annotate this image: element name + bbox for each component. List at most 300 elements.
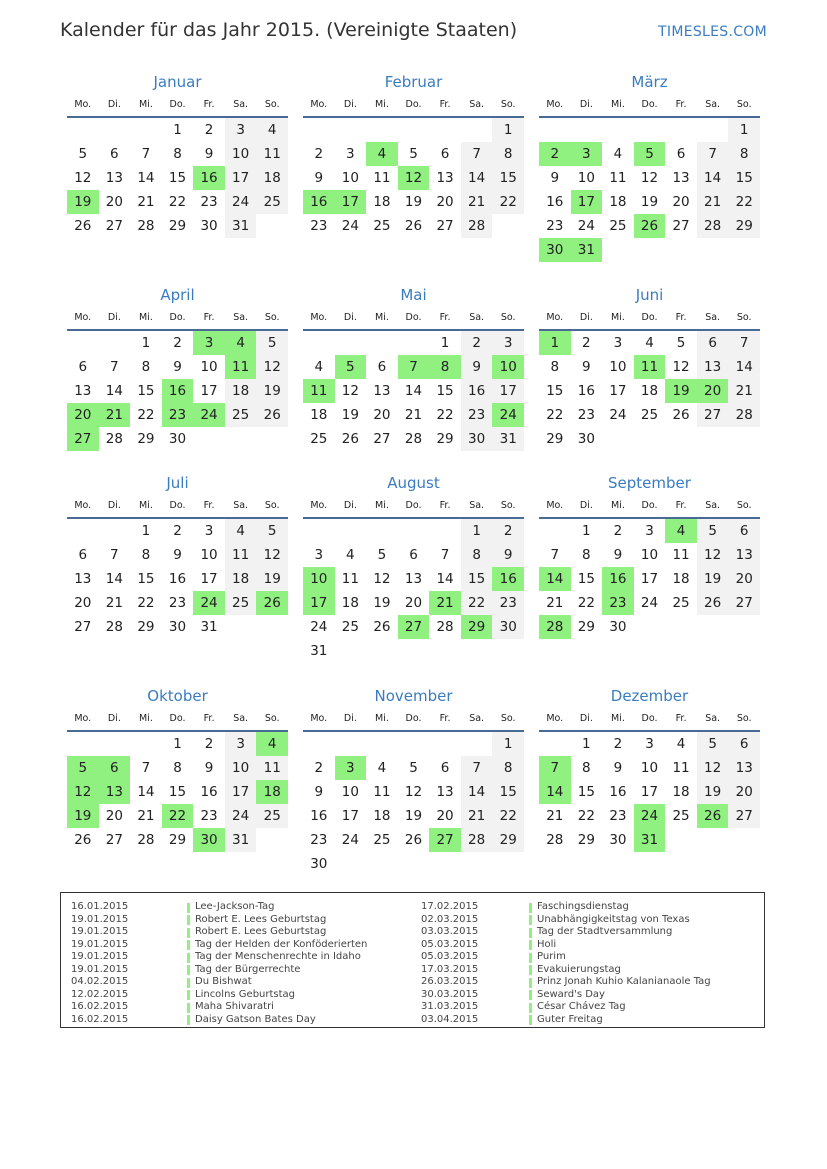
weekday-label: Di. [579,500,593,511]
day-cell: 11 [373,170,391,186]
day-cell: 29 [137,431,155,447]
day-cell: 8 [173,760,182,776]
day-cell: 27 [105,218,123,234]
day-cell: 29 [492,828,524,852]
weekday-label: Fr. [203,713,215,724]
holiday-name: Purim [537,951,566,962]
holiday-day-cell: 7 [539,756,571,780]
day-cell: 24 [341,218,359,234]
day-cell: 18 [310,407,328,423]
weekday-label: Do. [641,713,658,724]
weekday-label: Fr. [203,312,215,323]
day-cell: 2 [204,122,214,138]
holiday-day-cell: 23 [162,403,194,427]
month-8 [303,471,524,663]
weekday-label: Mi. [138,312,153,323]
day-cell: 5 [409,760,418,776]
month-name: Juli [166,474,189,492]
holiday-day-cell: 16 [492,567,524,591]
day-cell: 24 [225,804,257,828]
month-name: Januar [153,73,202,91]
holiday-date: 19.01.2015 [71,963,129,975]
weekday-header [303,94,524,118]
day-cell: 7 [440,547,450,563]
empty-cell [398,331,430,355]
weekday-label: Sa. [469,99,485,110]
holiday-day-cell: 20 [67,403,99,427]
day-cell: 18 [672,571,690,587]
weekday-header [303,708,524,732]
holiday-name: Tag der Stadtversammlung [537,926,673,937]
weekday-label: Di. [107,99,121,110]
day-cell: 31 [492,427,524,451]
holiday-name: Faschingsdienstag [537,901,629,912]
day-cell: 17 [492,379,524,403]
days-grid [67,118,288,238]
holiday-name: Tag der Helden der Konföderierten [195,938,368,950]
day-cell: 19 [404,194,423,210]
day-cell: 8 [141,547,151,563]
day-cell: 25 [310,431,328,447]
holiday-day-cell: 24 [193,591,225,615]
holiday-day-cell: 7 [398,355,430,379]
holiday-day-cell: 19 [665,379,697,403]
day-cell: 8 [582,760,591,776]
day-cell: 8 [550,359,560,375]
day-cell: 10 [200,547,218,563]
holiday-day-cell: 17 [571,190,603,214]
day-cell: 18 [341,595,359,611]
day-cell: 27 [74,619,92,635]
day-cell: 30 [310,856,328,872]
day-cell: 3 [225,118,257,142]
day-cell: 13 [404,571,423,587]
weekday-label: Fr. [675,99,687,110]
holiday-day-cell: 2 [539,142,571,166]
day-cell: 22 [137,407,155,423]
day-cell: 15 [546,383,564,399]
day-cell: 1 [582,523,591,539]
day-cell: 16 [310,808,328,824]
day-cell: 14 [404,383,423,399]
holiday-date: 16.01.2015 [71,901,129,912]
month-9 [539,471,760,639]
holiday-day-cell: 24 [193,403,225,427]
weekday-label: Fr. [439,312,451,323]
day-cell: 10 [640,547,659,563]
holiday-date: 03.03.2015 [421,926,479,937]
day-cell: 29 [728,214,760,238]
days-grid [303,118,524,238]
day-cell: 25 [672,808,690,824]
day-cell: 14 [105,383,123,399]
weekday-label: Mo. [310,99,328,110]
weekday-label: Mi. [374,312,389,323]
weekday-header [539,94,760,118]
day-cell: 13 [74,383,92,399]
day-cell: 10 [609,359,627,375]
day-cell: 23 [310,832,328,848]
day-cell: 25 [672,595,690,611]
day-cell: 9 [204,760,214,776]
holiday-day-cell: 23 [602,591,634,615]
holiday-date: 04.02.2015 [71,976,129,987]
day-cell: 8 [173,146,182,162]
day-cell: 17 [640,784,659,800]
day-cell: 20 [404,595,423,611]
day-cell: 30 [200,218,218,234]
weekday-label: So. [500,99,516,110]
day-cell: 29 [577,832,595,848]
day-cell: 19 [256,567,288,591]
weekday-label: So. [736,312,752,323]
empty-cell [398,732,430,756]
holiday-date: 30.03.2015 [421,988,479,1000]
day-cell: 3 [314,547,324,563]
holiday-name: Guter Freitag [537,1013,603,1025]
holiday-date: 19.01.2015 [71,926,129,937]
day-cell: 21 [728,379,760,403]
day-cell: 30 [461,427,493,451]
holiday-day-cell: 4 [665,519,697,543]
day-cell: 20 [105,808,123,824]
day-cell: 31 [225,214,257,238]
day-cell: 9 [461,355,493,379]
holiday-marker [187,990,190,1000]
weekday-header [539,708,760,732]
day-cell: 31 [200,619,218,635]
day-cell: 6 [377,359,387,375]
weekday-label: Di. [579,312,593,323]
holiday-day-cell: 22 [162,804,194,828]
holiday-date: 19.01.2015 [71,938,129,950]
day-cell: 22 [577,808,595,824]
day-cell: 5 [697,519,729,543]
holiday-name: Evakuierungstag [537,963,621,975]
day-cell: 7 [728,331,760,355]
holiday-marker [529,915,532,925]
holiday-marker [187,903,190,913]
weekday-label: Di. [343,500,357,511]
weekday-label: Mo. [546,500,564,511]
day-cell: 13 [672,170,690,186]
days-grid [539,519,760,639]
day-cell: 20 [373,407,391,423]
holiday-day-cell: 19 [67,804,99,828]
day-cell: 14 [137,170,155,186]
weekday-header [67,708,288,732]
month-11 [303,684,524,876]
day-cell: 28 [461,214,493,238]
holiday-day-cell: 12 [67,780,99,804]
day-cell: 2 [173,335,182,351]
day-cell: 17 [225,780,257,804]
day-cell: 22 [168,194,187,210]
holiday-day-cell: 14 [539,567,571,591]
weekday-label: Di. [107,500,121,511]
day-cell: 27 [373,431,391,447]
day-cell: 25 [225,591,257,615]
days-grid [303,732,524,876]
weekday-label: Di. [579,99,593,110]
empty-cell [335,519,367,543]
day-cell: 7 [697,142,729,166]
day-cell: 24 [310,619,328,635]
month-5 [303,283,524,451]
day-cell: 14 [137,784,155,800]
weekday-label: Di. [107,713,121,724]
day-cell: 26 [373,619,391,635]
holiday-date: 05.03.2015 [421,951,479,962]
day-cell: 13 [728,543,760,567]
weekday-label: Mi. [374,713,389,724]
weekday-header [67,495,288,519]
month-3 [539,70,760,262]
day-cell: 1 [492,118,524,142]
day-cell: 16 [546,194,564,210]
weekday-label: So. [500,312,516,323]
weekday-label: Do. [169,713,186,724]
weekday-label: Mo. [546,312,564,323]
days-grid [539,331,760,451]
day-cell: 7 [141,146,151,162]
day-cell: 23 [168,595,187,611]
weekday-label: Mi. [374,99,389,110]
holiday-date: 16.02.2015 [71,1001,129,1012]
day-cell: 13 [436,784,454,800]
day-cell: 28 [546,832,564,848]
day-cell: 9 [314,170,324,186]
weekday-label: Mo. [310,312,328,323]
day-cell: 12 [256,543,288,567]
day-cell: 31 [225,828,257,852]
weekday-label: Sa. [705,713,721,724]
weekday-label: Mo. [74,99,92,110]
day-cell: 13 [436,170,454,186]
day-cell: 23 [200,808,218,824]
day-cell: 28 [404,431,423,447]
day-cell: 23 [492,591,524,615]
page-title: Kalender für das Jahr 2015. (Vereinigte Staaten) [60,19,518,41]
holiday-date: 12.02.2015 [71,988,129,1000]
empty-cell [335,732,367,756]
day-cell: 14 [697,166,729,190]
day-cell: 28 [137,218,155,234]
empty-cell [303,118,335,142]
days-grid [303,519,524,663]
empty-cell [99,732,131,756]
empty-cell [366,118,398,142]
day-cell: 8 [492,142,524,166]
day-cell: 7 [461,142,493,166]
holiday-day-cell: 6 [99,756,131,780]
holiday-name: Holi [537,938,557,950]
month-name: September [608,474,691,492]
holiday-name: Du Bishwat [195,976,252,987]
weekday-label: So. [264,99,280,110]
holiday-day-cell: 4 [256,732,288,756]
day-cell: 1 [492,732,524,756]
day-cell: 28 [728,403,760,427]
day-cell: 4 [346,547,355,563]
day-cell: 27 [728,591,760,615]
holiday-name: Tag der Menschenrechte in Idaho [195,951,361,962]
day-cell: 11 [609,170,627,186]
day-cell: 8 [728,142,760,166]
holiday-name: César Chávez Tag [537,1001,626,1012]
day-cell: 22 [492,190,524,214]
holiday-name: Prinz Jonah Kuhio Kalanianaole Tag [537,976,711,987]
empty-cell [99,118,131,142]
day-cell: 5 [256,331,288,355]
day-cell: 20 [728,567,760,591]
empty-cell [539,732,571,756]
weekday-label: Sa. [705,312,721,323]
day-cell: 6 [728,519,760,543]
holiday-marker [529,928,532,938]
weekday-label: Sa. [469,713,485,724]
holiday-date: 17.03.2015 [421,963,479,975]
day-cell: 28 [436,619,454,635]
day-cell: 5 [377,547,387,563]
day-cell: 23 [310,218,328,234]
day-cell: 15 [492,166,524,190]
day-cell: 21 [546,808,564,824]
month-2 [303,70,524,238]
weekday-label: Mi. [374,500,389,511]
month-name: April [160,286,195,304]
day-cell: 21 [461,804,493,828]
holiday-day-cell: 26 [697,804,729,828]
day-cell: 9 [173,547,182,563]
month-name: August [387,474,440,492]
day-cell: 19 [256,379,288,403]
weekday-label: Fr. [439,500,451,511]
holiday-day-cell: 24 [634,804,666,828]
weekday-label: So. [500,713,516,724]
day-cell: 26 [256,403,288,427]
day-cell: 20 [728,780,760,804]
day-cell: 12 [697,756,729,780]
day-cell: 3 [204,523,214,539]
day-cell: 7 [110,359,119,375]
holiday-day-cell: 3 [335,756,367,780]
day-cell: 15 [168,784,187,800]
holiday-day-cell: 14 [539,780,571,804]
month-name: Juni [635,286,664,304]
holiday-marker [529,1003,532,1013]
day-cell: 8 [461,543,493,567]
empty-cell [366,331,398,355]
day-cell: 13 [728,756,760,780]
day-cell: 14 [461,166,493,190]
weekday-label: Fr. [203,99,215,110]
holiday-day-cell: 11 [634,355,666,379]
empty-cell [130,732,162,756]
weekday-label: Mi. [610,500,625,511]
holiday-name: Lincolns Geburtstag [195,988,296,1000]
weekday-label: So. [264,500,280,511]
day-cell: 1 [141,523,151,539]
day-cell: 20 [436,808,454,824]
day-cell: 11 [341,571,359,587]
empty-cell [99,331,131,355]
empty-cell [366,732,398,756]
day-cell: 25 [225,403,257,427]
empty-cell [99,519,131,543]
days-grid [539,732,760,852]
day-cell: 2 [173,523,182,539]
day-cell: 4 [613,146,623,162]
month-12 [539,684,760,852]
holiday-legend [60,892,765,1028]
day-cell: 21 [697,190,729,214]
holiday-day-cell: 29 [461,615,493,639]
day-cell: 21 [546,595,564,611]
empty-cell [461,118,493,142]
day-cell: 24 [609,407,627,423]
day-cell: 26 [341,431,359,447]
holiday-marker [529,1015,532,1025]
day-cell: 15 [137,383,155,399]
weekday-label: Mi. [138,713,153,724]
weekday-header [539,307,760,331]
weekday-label: Di. [343,713,357,724]
weekday-label: So. [500,500,516,511]
empty-cell [366,519,398,543]
day-cell: 13 [697,355,729,379]
holiday-date: 03.04.2015 [421,1013,479,1025]
day-cell: 12 [672,359,690,375]
day-cell: 15 [492,780,524,804]
day-cell: 11 [225,543,257,567]
day-cell: 20 [105,194,123,210]
day-cell: 25 [373,218,391,234]
weekday-label: Fr. [675,312,687,323]
day-cell: 1 [582,736,591,752]
day-cell: 16 [609,784,627,800]
day-cell: 4 [676,736,686,752]
empty-cell [335,331,367,355]
day-cell: 1 [461,519,493,543]
day-cell: 2 [613,523,623,539]
day-cell: 15 [137,571,155,587]
day-cell: 30 [609,832,627,848]
day-cell: 29 [546,431,564,447]
day-cell: 18 [609,194,627,210]
holiday-day-cell: 16 [602,567,634,591]
holiday-day-cell: 1 [539,331,571,355]
day-cell: 18 [640,383,659,399]
day-cell: 3 [645,736,654,752]
weekday-label: Di. [579,713,593,724]
day-cell: 11 [672,547,690,563]
day-cell: 15 [728,166,760,190]
day-cell: 4 [645,335,654,351]
day-cell: 22 [728,190,760,214]
day-cell: 29 [577,619,595,635]
weekday-label: Do. [169,99,186,110]
day-cell: 30 [168,431,187,447]
weekday-label: Sa. [469,312,485,323]
empty-cell [697,118,729,142]
day-cell: 23 [461,403,493,427]
brand-link[interactable]: TIMESLES.COM [658,24,767,40]
weekday-label: Mo. [74,713,92,724]
month-10 [67,684,288,852]
day-cell: 28 [105,431,123,447]
weekday-label: Mo. [310,500,328,511]
